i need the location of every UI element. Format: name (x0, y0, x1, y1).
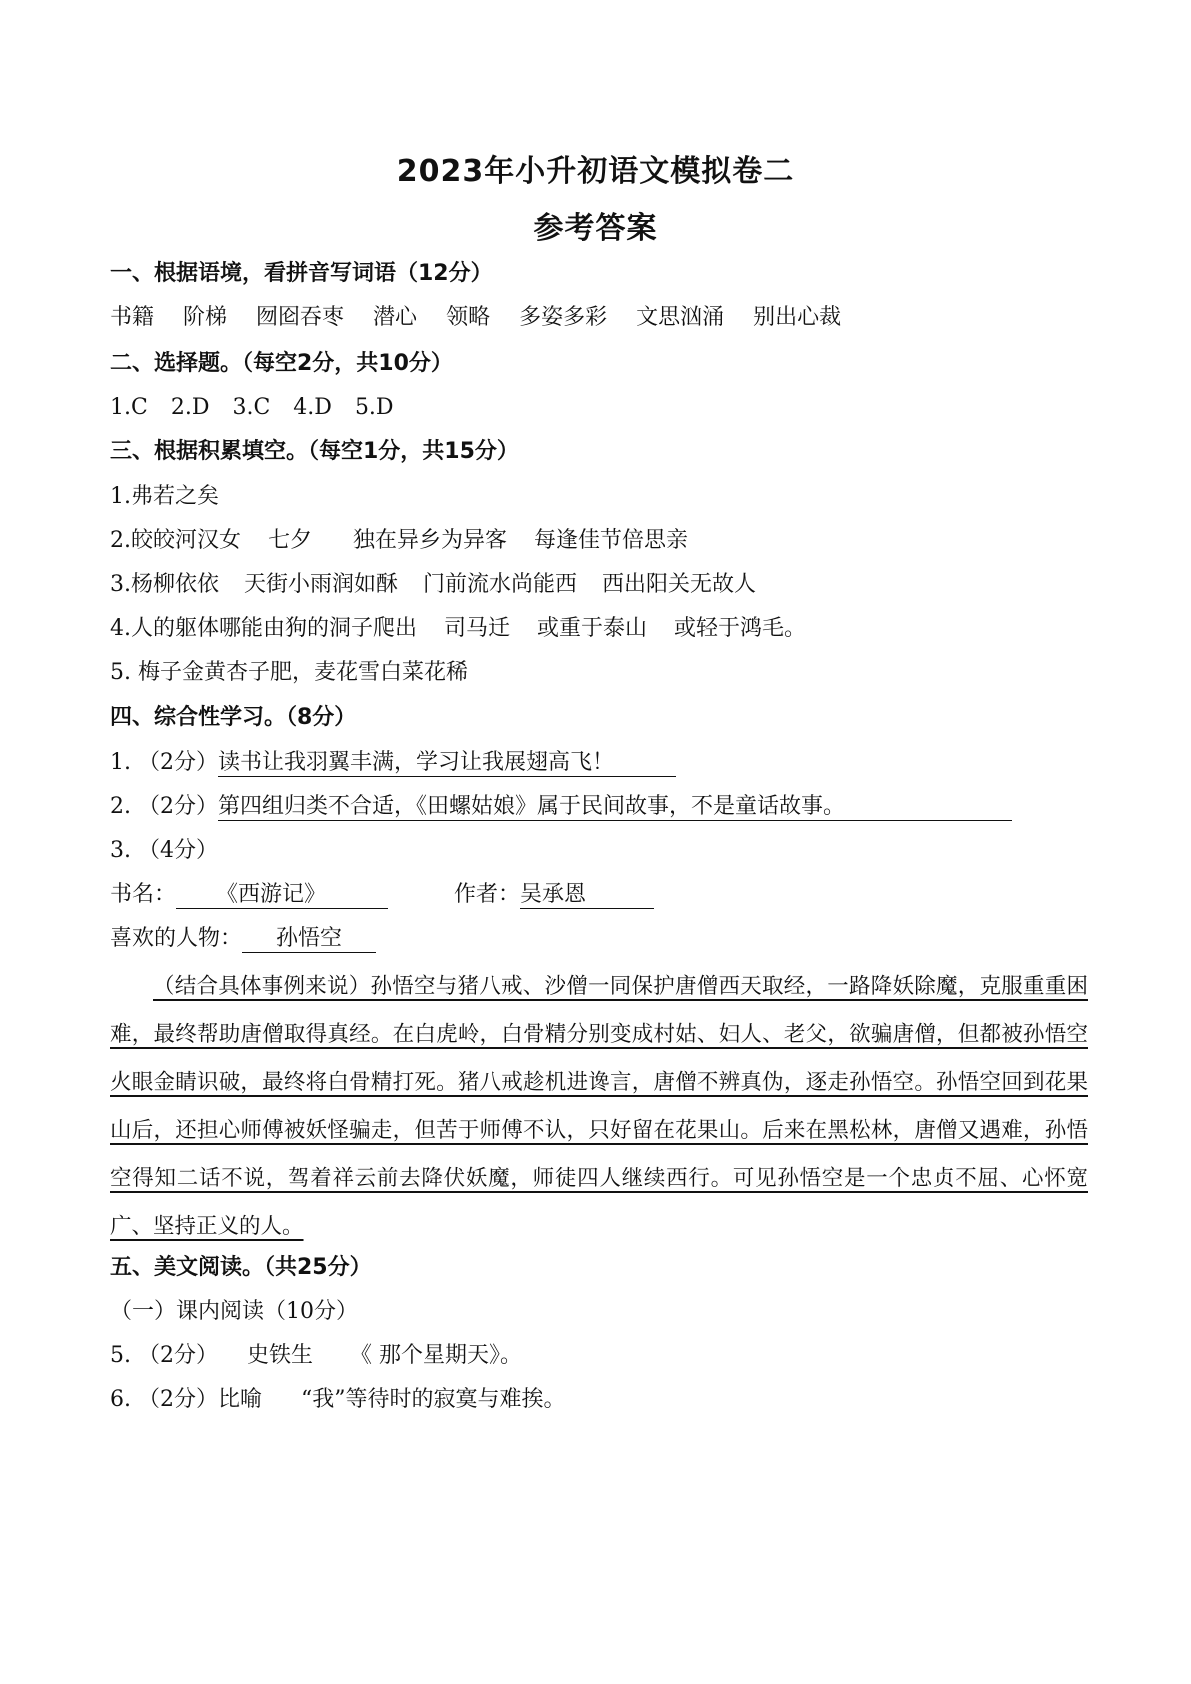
section-5-heading: 五、美文阅读。（共25分） (110, 1255, 372, 1280)
section-1-heading: 一、根据语境，看拼音写词语（12分） (110, 261, 493, 286)
answer-underlined: 读书让我羽翼丰满，学习让我展翅高飞！ (218, 750, 676, 777)
word-answer: 文思汹涌 (636, 305, 725, 330)
question-2 (110, 792, 1012, 822)
question-number: 5. （2分） (110, 1343, 218, 1368)
fill-line-2 (110, 526, 688, 556)
choice-answer: 1.C (110, 395, 148, 420)
word-answer: 囫囵吞枣 (256, 305, 345, 330)
character-value (242, 926, 376, 953)
word-answer: 领略 (446, 305, 491, 330)
word-answer: 阶梯 (183, 305, 228, 330)
fill-answer: 每逢佳节倍思亲 (534, 528, 689, 553)
author-answer: 史铁生 (246, 1343, 313, 1368)
book-title: 《西游记》 (216, 882, 327, 907)
fill-line-3 (110, 570, 756, 600)
character-name: 孙悟空 (276, 926, 343, 951)
word-answer: 潜心 (373, 305, 418, 330)
section-2-heading: 二、选择题。（每空2分，共10分） (110, 351, 453, 376)
book-label: 书名： (110, 882, 177, 907)
favorite-character-line (110, 924, 376, 954)
fill-answer: 门前流水尚能西 (423, 572, 578, 597)
question-number: 1. （2分） (110, 750, 218, 775)
question-3: 3. （4分） (110, 838, 218, 863)
fill-line-1: 1.弗若之矣 (110, 484, 219, 509)
word-answer: 多姿多彩 (519, 305, 608, 330)
fill-line-5: 5. 梅子金黄杏子肥，麦花雪白菜花稀 (110, 660, 468, 685)
fill-answer: 西出阳关无故人 (602, 572, 757, 597)
section-4-heading: 四、综合性学习。（8分） (110, 705, 357, 730)
fill-answer: 司马迁 (444, 616, 511, 641)
word-answer: 书籍 (110, 305, 155, 330)
choice-answer: 2.D (170, 395, 210, 420)
author-label: 作者： (454, 882, 521, 907)
title-answer: 《 那个星期天》。 (350, 1343, 522, 1368)
book-info-line (110, 880, 654, 910)
section-1-answers (110, 303, 841, 333)
fill-answer: 4.人的躯体哪能由狗的洞子爬出 (110, 616, 417, 641)
paragraph-text: （结合具体事例来说）孙悟空与猪八戒、沙僧一同保护唐僧西天取经，一路降妖除魔，克服重重困难，最终帮助唐僧取得真经。在白虎岭，白骨精分别变成村姑、妇人、老父，欲骗唐僧，但都被孙悟空火眼金睛识破，最终将白骨精打死。猪八戒趁机进谗言，唐僧不辨真伪，逐走孙悟空。孙悟空回到花果山后，还担心师傅被妖怪骗走，但苦于师傅不认，只好留在花果山。后来在黑松林，唐僧又遇难，孙悟空得知二话不说，驾着祥云前去降伏妖魔，师徒四人继续西行。可见孙悟空是一个忠贞不屈、心怀宽广、坚持正义的人。 (110, 974, 1088, 1239)
question-number: 6. （2分）比喻 (110, 1387, 262, 1412)
fill-answer: 独在异乡为异客 (353, 528, 508, 553)
fill-answer: 2.皎皎河汉女 (110, 528, 241, 553)
question-5 (110, 1341, 522, 1371)
fill-answer: 或重于泰山 (537, 616, 648, 641)
subsection-heading: （一）课内阅读（10分） (110, 1299, 358, 1324)
word-answer: 别出心裁 (753, 305, 842, 330)
author-value: 吴承恩 (520, 882, 654, 909)
character-analysis-paragraph (110, 963, 1088, 1251)
document-subtitle: 参考答案 (533, 211, 658, 246)
fill-answer: 3.杨柳依依 (110, 572, 219, 597)
document-title: 2023年小升初语文模拟卷二 (396, 154, 795, 189)
section-2-answers (110, 393, 394, 423)
fill-line-4 (110, 614, 806, 644)
fill-answer: 天街小雨润如酥 (244, 572, 399, 597)
choice-answer: 3.C (232, 395, 271, 420)
fill-answer: 或轻于鸿毛。 (674, 616, 807, 641)
character-label: 喜欢的人物： (110, 926, 243, 951)
question-1 (110, 748, 676, 778)
choice-answer: 5.D (354, 395, 394, 420)
question-number: 2. （2分） (110, 794, 218, 819)
question-6 (110, 1385, 565, 1415)
book-value (176, 882, 388, 909)
rhetoric-answer: “我”等待时的寂寞与难挨。 (300, 1387, 566, 1412)
section-3-heading: 三、根据积累填空。（每空1分，共15分） (110, 439, 519, 464)
answer-underlined: 第四组归类不合适，《田螺姑娘》属于民间故事，不是童话故事。 (218, 794, 1012, 821)
choice-answer: 4.D (293, 395, 332, 420)
fill-answer: 七夕 (268, 528, 313, 553)
